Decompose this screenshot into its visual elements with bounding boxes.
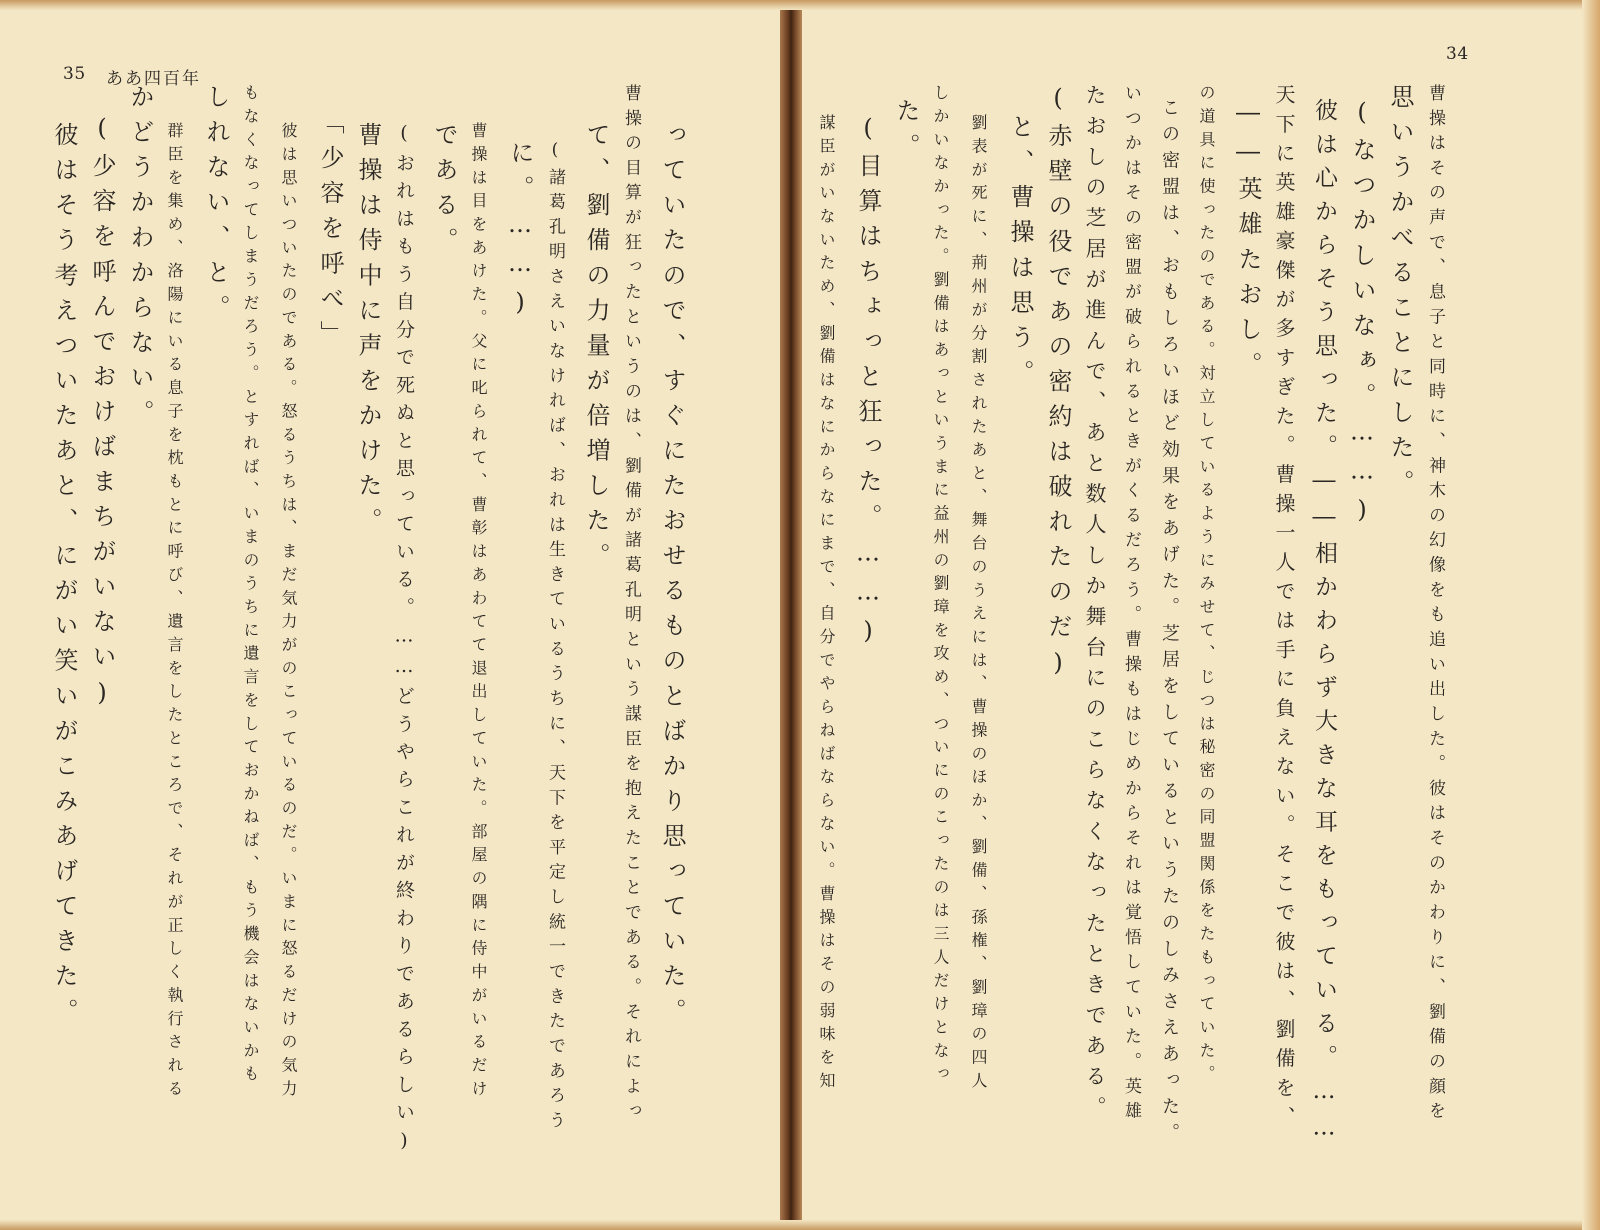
text-line: 思いうかべることにした。 <box>1386 84 1414 505</box>
running-title: ああ四百年 <box>106 69 201 89</box>
text-line: 「少容を呼べ」 <box>316 110 344 356</box>
text-line: (少容を呼んでおけばまちがいない) <box>88 114 116 718</box>
text-line: 曹操は目をあけた。父に叱られて、曹彰はあわてて退出していた。部屋の隅に侍中がいるだけ <box>469 122 488 1104</box>
page-edge-right <box>1582 0 1600 1230</box>
text-line: っていたので、すぐにたおせるものとばかり思っていた。 <box>658 122 686 1034</box>
text-line: ――英雄たおし。 <box>1234 98 1262 387</box>
text-line: た。 <box>892 98 920 169</box>
text-line: (目算はちょっと狂った。……) <box>854 114 882 656</box>
text-line: 天下に英雄豪傑が多すぎた。曹操一人では手に負えない。そこで彼は、劉備を、 <box>1272 84 1296 1136</box>
text-line: (おれはもう自分で死ぬと思っている。……どうやらこれが終わりであるらしい) <box>393 122 415 1161</box>
book-gutter <box>780 0 802 1230</box>
text-line: 謀臣がいないため、劉備はなにからなにまで、自分でやらねばならない。曹操はその弱味を知 <box>817 114 836 1096</box>
text-line: この密盟は、おもしろいほど効果をあげた。芝居をしているというたのしみさえあった。 <box>1159 98 1180 1150</box>
page-edge-top <box>0 0 1600 10</box>
text-line: 曹操は侍中に声をかけた。 <box>354 122 382 543</box>
page-number: 35 <box>63 64 86 84</box>
right-page <box>798 0 1600 1230</box>
text-line: もなくなってしまうだろう。とすれば、いまのうちに遺言をしておかねば、もう機会はないかも <box>241 84 260 1089</box>
text-line: (諸葛孔明さえいなければ、おれは生きているうちに、天下を平定し統一できたであろう <box>545 140 565 1136</box>
text-line: 曹操の目算が狂ったというのは、劉備が諸葛孔明という謀臣を抱えたことである。それによっ <box>621 84 641 1127</box>
page-edge-bottom <box>0 1220 1600 1230</box>
text-line: の道具に使ったのである。対立しているようにみせて、じつは秘密の同盟関係をたもっていた。 <box>1197 84 1216 1089</box>
text-line: 曹操はその声で、息子と同時に、神木の幻像をも追い出した。彼はそのかわりに、劉備の顔を <box>1425 84 1445 1127</box>
text-line: に。……) <box>506 140 534 328</box>
text-line: である。 <box>430 122 458 263</box>
page-number: 34 <box>1446 44 1469 64</box>
text-line: 群臣を集め、洛陽にいる息子を枕もとに呼び、遺言をしたところで、それが正しく執行される <box>165 122 184 1104</box>
text-line: いつかはその密盟が破られるときがくるだろう。曹操もはじめからそれは覚悟していた。英雄 <box>1121 84 1141 1127</box>
text-line: 彼は思いついたのである。怒るうちは、まだ気力がのこっているのだ。いまに怒るだけの気力 <box>279 122 298 1104</box>
text-line: 劉表が死に、荊州が分割されたあと、舞台のうえには、曹操のほか、劉備、孫権、劉璋の四人 <box>969 114 988 1096</box>
text-line: かどうかわからない。 <box>126 84 154 435</box>
text-line: しかいなかった。劉備はあっというまに益州の劉璋を攻め、ついにのこったのは三人だけとなっ <box>931 84 950 1089</box>
text-line: しれない、と。 <box>202 84 230 330</box>
text-line: たおしの芝居が進んで、あと数人しか舞台にのこらなくなったときである。 <box>1083 84 1107 1127</box>
text-line: (赤壁の役であの密約は破れたのだ) <box>1044 84 1072 688</box>
text-line: 彼は心からそう思った。――相かわらず大きな耳をもっている。…… <box>1311 98 1337 1151</box>
text-line: て、劉備の力量が倍増した。 <box>582 122 610 578</box>
text-line: 彼はそう考えついたあと、にがい笑いがこみあげてきた。 <box>50 122 78 1034</box>
left-page <box>0 0 784 1230</box>
text-line: (なつかしいなぁ。……) <box>1348 98 1376 535</box>
text-line: と、曹操は思う。 <box>1006 114 1034 395</box>
